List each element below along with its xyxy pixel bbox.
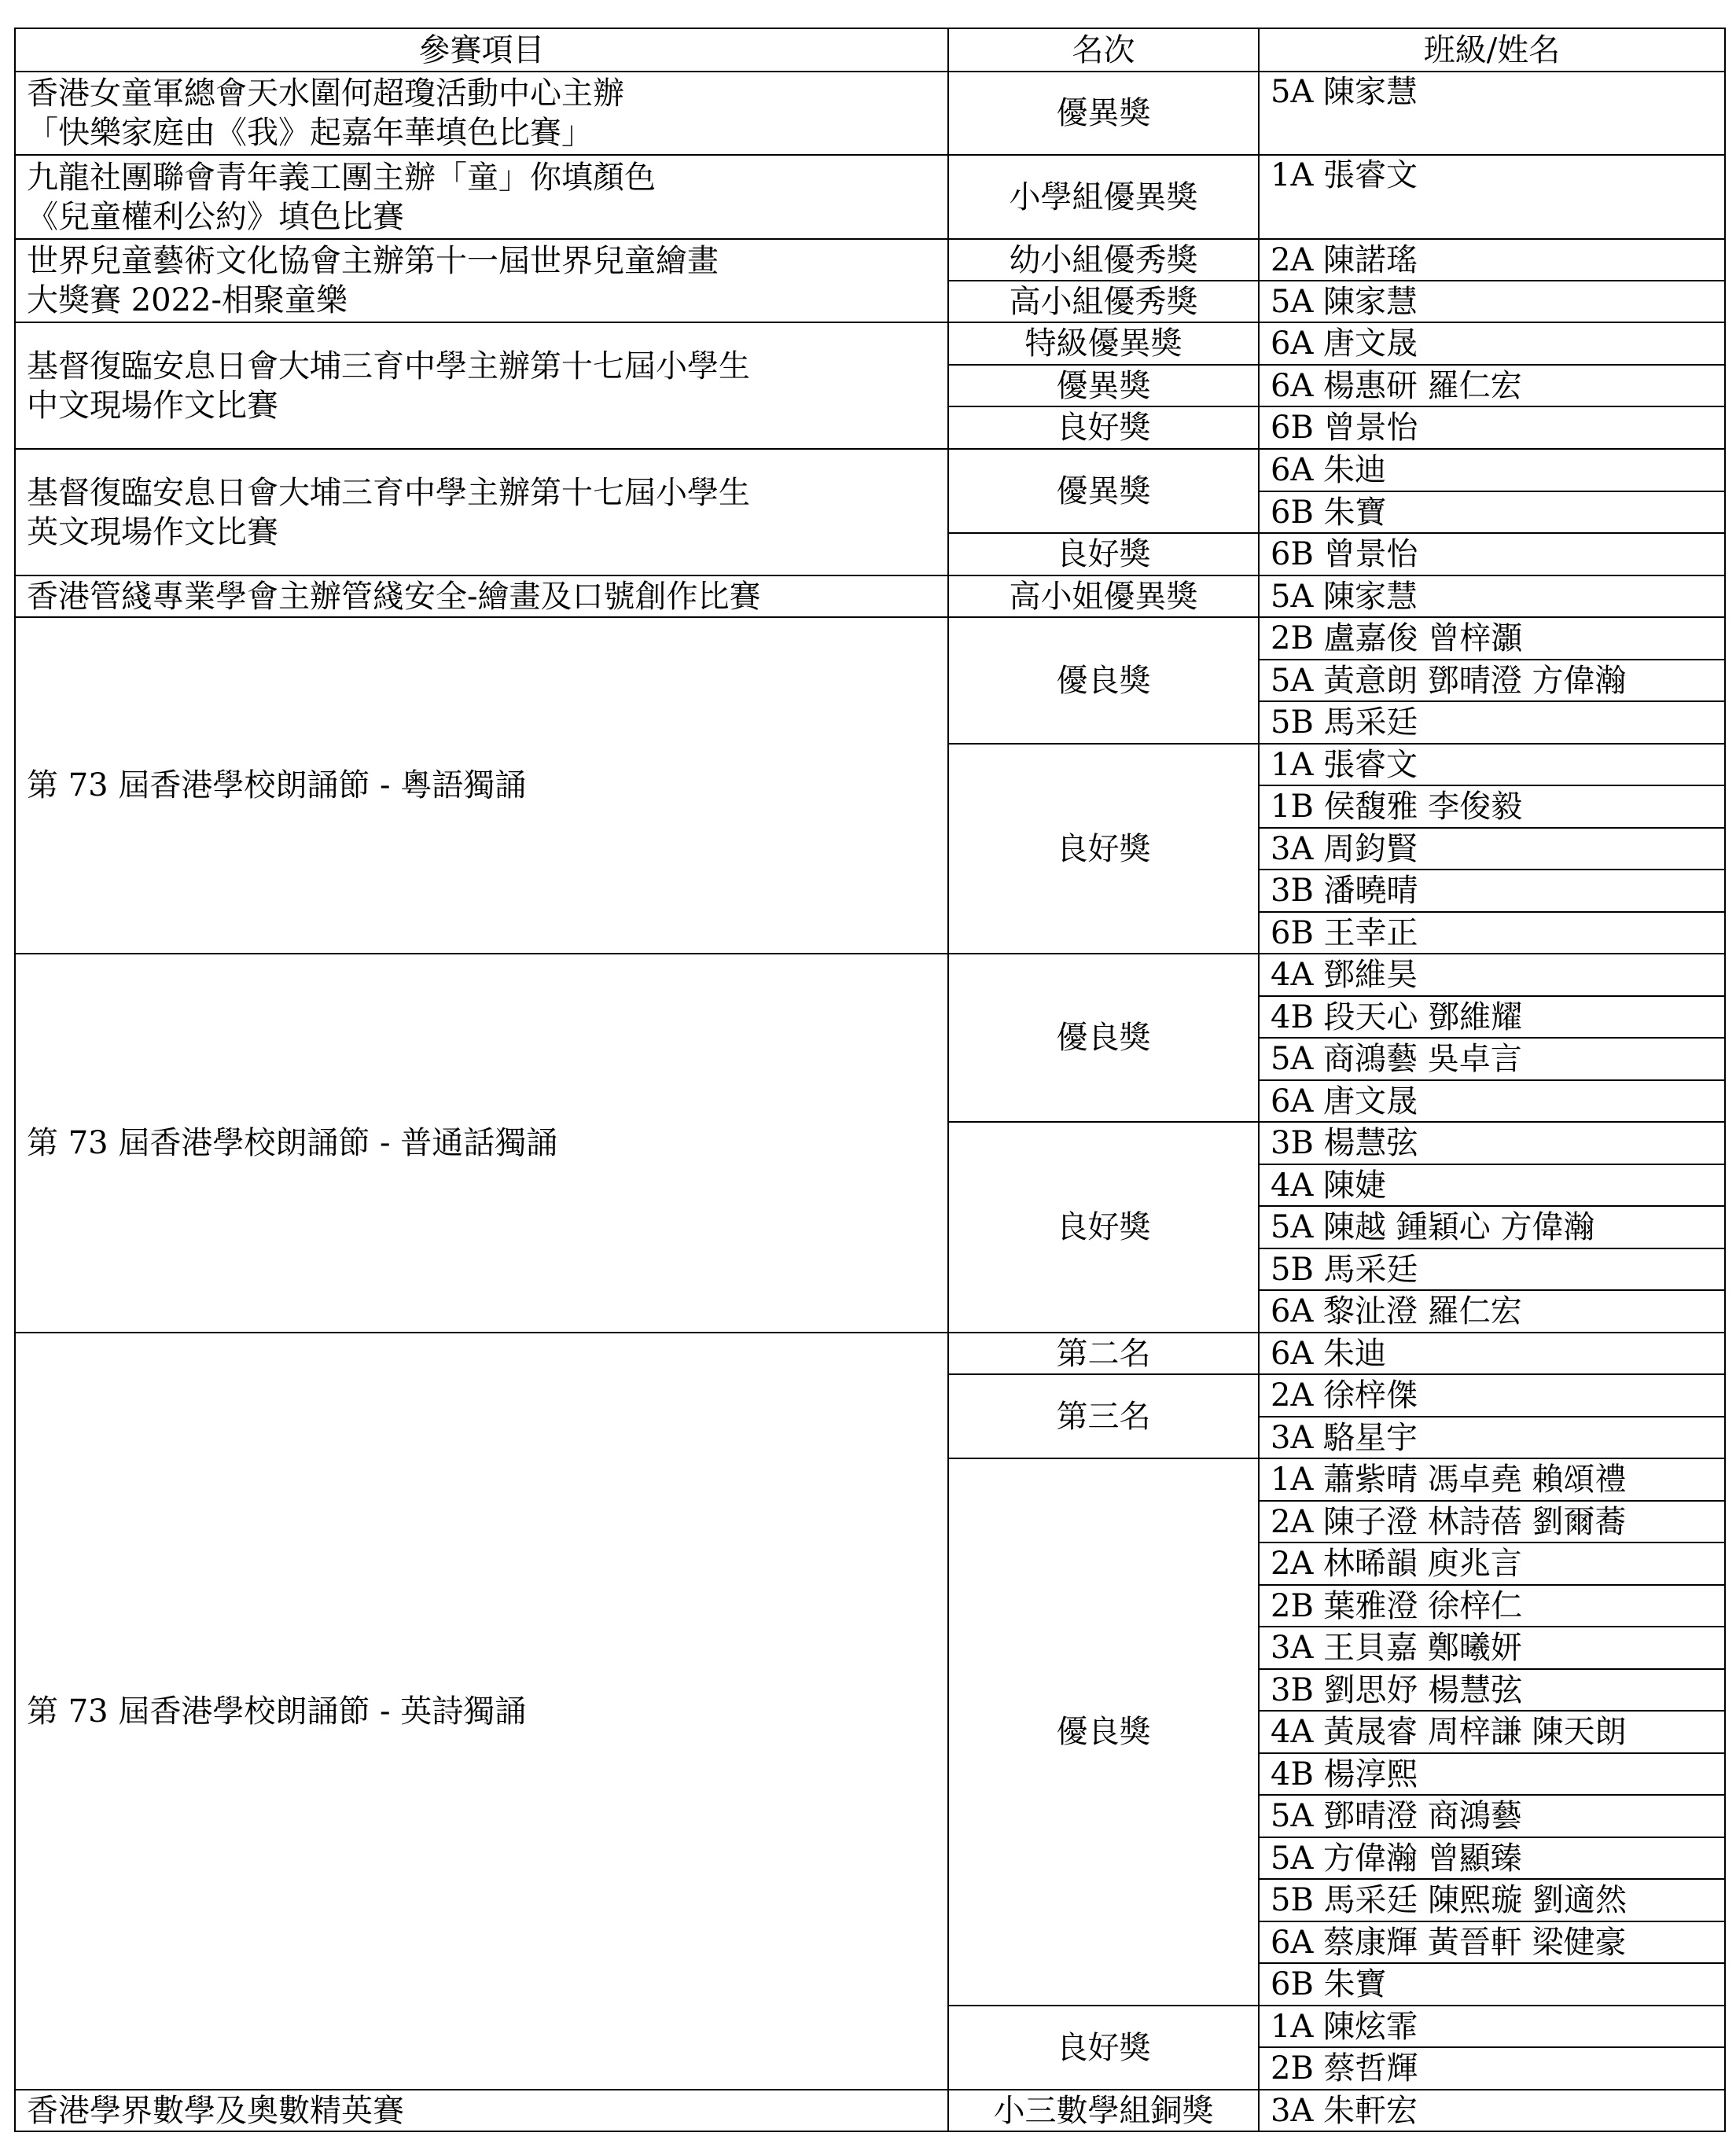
table-row bbox=[15, 617, 1725, 660]
table-row bbox=[15, 2090, 1725, 2131]
name-cell: 5B 馬采廷 bbox=[1259, 701, 1725, 744]
award-cell: 第二名 bbox=[948, 1333, 1259, 1374]
name-cell: 3A 周鈞賢 bbox=[1259, 828, 1725, 870]
award-cell: 小三數學組銅獎 bbox=[948, 2090, 1259, 2131]
table-row bbox=[15, 575, 1725, 617]
name-cell: 3A 朱軒宏 bbox=[1259, 2090, 1725, 2131]
name-cell: 4B 楊淳熙 bbox=[1259, 1753, 1725, 1795]
name-cell: 4A 鄧維昊 bbox=[1259, 954, 1725, 996]
name-cell: 5A 陳家慧 bbox=[1259, 281, 1725, 322]
name-cell: 1B 侯馥雅 李俊毅 bbox=[1259, 785, 1725, 828]
name-cell: 5A 陳家慧 bbox=[1259, 575, 1725, 617]
table-row bbox=[15, 449, 1725, 491]
event-cell: 九龍社團聯會青年義工團主辦「童」你填顏色 《兒童權利公約》填色比賽 bbox=[15, 155, 948, 239]
name-cell: 3A 王貝嘉 鄭曦妍 bbox=[1259, 1627, 1725, 1669]
award-cell: 優良獎 bbox=[948, 617, 1259, 744]
table-row bbox=[15, 72, 1725, 155]
header-event: 參賽項目 bbox=[15, 28, 948, 72]
award-cell: 特級優異獎 bbox=[948, 322, 1259, 365]
name-cell: 6A 唐文晟 bbox=[1259, 322, 1725, 365]
event-cell: 香港女童軍總會天水圍何超瓊活動中心主辦 「快樂家庭由《我》起嘉年華填色比賽」 bbox=[15, 72, 948, 155]
name-cell: 6A 蔡康輝 黃晉軒 梁健豪 bbox=[1259, 1921, 1725, 1963]
table-row bbox=[15, 1333, 1725, 1374]
table-row bbox=[15, 954, 1725, 996]
award-cell: 優異獎 bbox=[948, 365, 1259, 406]
name-cell: 2B 葉雅澄 徐梓仁 bbox=[1259, 1585, 1725, 1627]
award-cell: 高小姐優異獎 bbox=[948, 575, 1259, 617]
name-cell: 1A 張睿文 bbox=[1259, 155, 1725, 239]
name-cell: 5A 商鴻藝 吳卓言 bbox=[1259, 1038, 1725, 1080]
name-cell: 2B 盧嘉俊 曾梓灝 bbox=[1259, 617, 1725, 660]
name-cell: 6B 朱寶 bbox=[1259, 1963, 1725, 2006]
name-cell: 2A 陳子澄 林詩蓓 劉爾蕎 bbox=[1259, 1501, 1725, 1542]
name-cell: 2A 林晞韻 庾兆言 bbox=[1259, 1542, 1725, 1585]
name-cell: 3B 劉思妤 楊慧弦 bbox=[1259, 1669, 1725, 1711]
award-cell: 良好獎 bbox=[948, 2006, 1259, 2090]
name-cell: 4A 陳婕 bbox=[1259, 1164, 1725, 1206]
header-row bbox=[15, 28, 1725, 72]
name-cell: 2A 陳諾瑤 bbox=[1259, 239, 1725, 281]
name-cell: 2B 蔡哲輝 bbox=[1259, 2047, 1725, 2090]
name-cell: 4B 段天心 鄧維耀 bbox=[1259, 996, 1725, 1038]
award-cell: 優異獎 bbox=[948, 72, 1259, 155]
name-cell: 1A 陳炫霏 bbox=[1259, 2006, 1725, 2047]
award-cell: 良好獎 bbox=[948, 744, 1259, 954]
name-cell: 6A 楊惠研 羅仁宏 bbox=[1259, 365, 1725, 406]
name-cell: 6B 王幸正 bbox=[1259, 912, 1725, 954]
name-cell: 3B 楊慧弦 bbox=[1259, 1122, 1725, 1164]
award-cell: 良好獎 bbox=[948, 1122, 1259, 1333]
award-cell: 第三名 bbox=[948, 1374, 1259, 1458]
name-cell: 5A 陳家慧 bbox=[1259, 72, 1725, 155]
name-cell: 6A 朱迪 bbox=[1259, 449, 1725, 491]
event-cell: 香港管綫專業學會主辦管綫安全-繪畫及口號創作比賽 bbox=[15, 575, 948, 617]
name-cell: 2A 徐梓傑 bbox=[1259, 1374, 1725, 1417]
event-cell: 第 73 屆香港學校朗誦節 - 英詩獨誦 bbox=[15, 1333, 948, 2090]
header-class-name: 班級/姓名 bbox=[1259, 28, 1725, 72]
name-cell: 5A 鄧晴澄 商鴻藝 bbox=[1259, 1795, 1725, 1837]
event-cell: 香港學界數學及奧數精英賽 bbox=[15, 2090, 948, 2131]
award-cell: 優良獎 bbox=[948, 954, 1259, 1122]
event-cell: 世界兒童藝術文化協會主辦第十一屆世界兒童繪畫 大獎賽 2022-相聚童樂 bbox=[15, 239, 948, 322]
header-award: 名次 bbox=[948, 28, 1259, 72]
table-row bbox=[15, 239, 1725, 281]
name-cell: 6A 黎沚澄 羅仁宏 bbox=[1259, 1290, 1725, 1333]
award-cell: 良好獎 bbox=[948, 406, 1259, 449]
name-cell: 6B 曾景怡 bbox=[1259, 406, 1725, 449]
table-row bbox=[15, 322, 1725, 365]
award-cell: 優良獎 bbox=[948, 1458, 1259, 2006]
name-cell: 1A 張睿文 bbox=[1259, 744, 1725, 785]
name-cell: 6A 唐文晟 bbox=[1259, 1080, 1725, 1122]
name-cell: 6B 曾景怡 bbox=[1259, 533, 1725, 575]
name-cell: 3A 駱星宇 bbox=[1259, 1417, 1725, 1458]
name-cell: 5A 陳越 鍾穎心 方偉瀚 bbox=[1259, 1206, 1725, 1248]
name-cell: 1A 蕭紫晴 馮卓堯 賴頌禮 bbox=[1259, 1458, 1725, 1501]
name-cell: 5A 黃意朗 鄧晴澄 方偉瀚 bbox=[1259, 660, 1725, 701]
award-cell: 小學組優異獎 bbox=[948, 155, 1259, 239]
name-cell: 5B 馬采廷 陳熙璇 劉適然 bbox=[1259, 1879, 1725, 1921]
name-cell: 5A 方偉瀚 曾顯臻 bbox=[1259, 1837, 1725, 1879]
award-cell: 幼小組優秀獎 bbox=[948, 239, 1259, 281]
awards-table bbox=[14, 28, 1726, 2132]
table-row bbox=[15, 155, 1725, 239]
event-cell: 基督復臨安息日會大埔三育中學主辦第十七屆小學生 英文現場作文比賽 bbox=[15, 449, 948, 575]
name-cell: 6B 朱寶 bbox=[1259, 491, 1725, 533]
name-cell: 6A 朱迪 bbox=[1259, 1333, 1725, 1374]
name-cell: 3B 潘曉晴 bbox=[1259, 870, 1725, 912]
event-cell: 第 73 屆香港學校朗誦節 - 普通話獨誦 bbox=[15, 954, 948, 1333]
name-cell: 4A 黃晟睿 周梓謙 陳天朗 bbox=[1259, 1711, 1725, 1753]
event-cell: 第 73 屆香港學校朗誦節 - 粵語獨誦 bbox=[15, 617, 948, 954]
name-cell: 5B 馬采廷 bbox=[1259, 1248, 1725, 1290]
award-cell: 優異獎 bbox=[948, 449, 1259, 533]
award-cell: 良好獎 bbox=[948, 533, 1259, 575]
award-cell: 高小組優秀獎 bbox=[948, 281, 1259, 322]
event-cell: 基督復臨安息日會大埔三育中學主辦第十七屆小學生 中文現場作文比賽 bbox=[15, 322, 948, 449]
